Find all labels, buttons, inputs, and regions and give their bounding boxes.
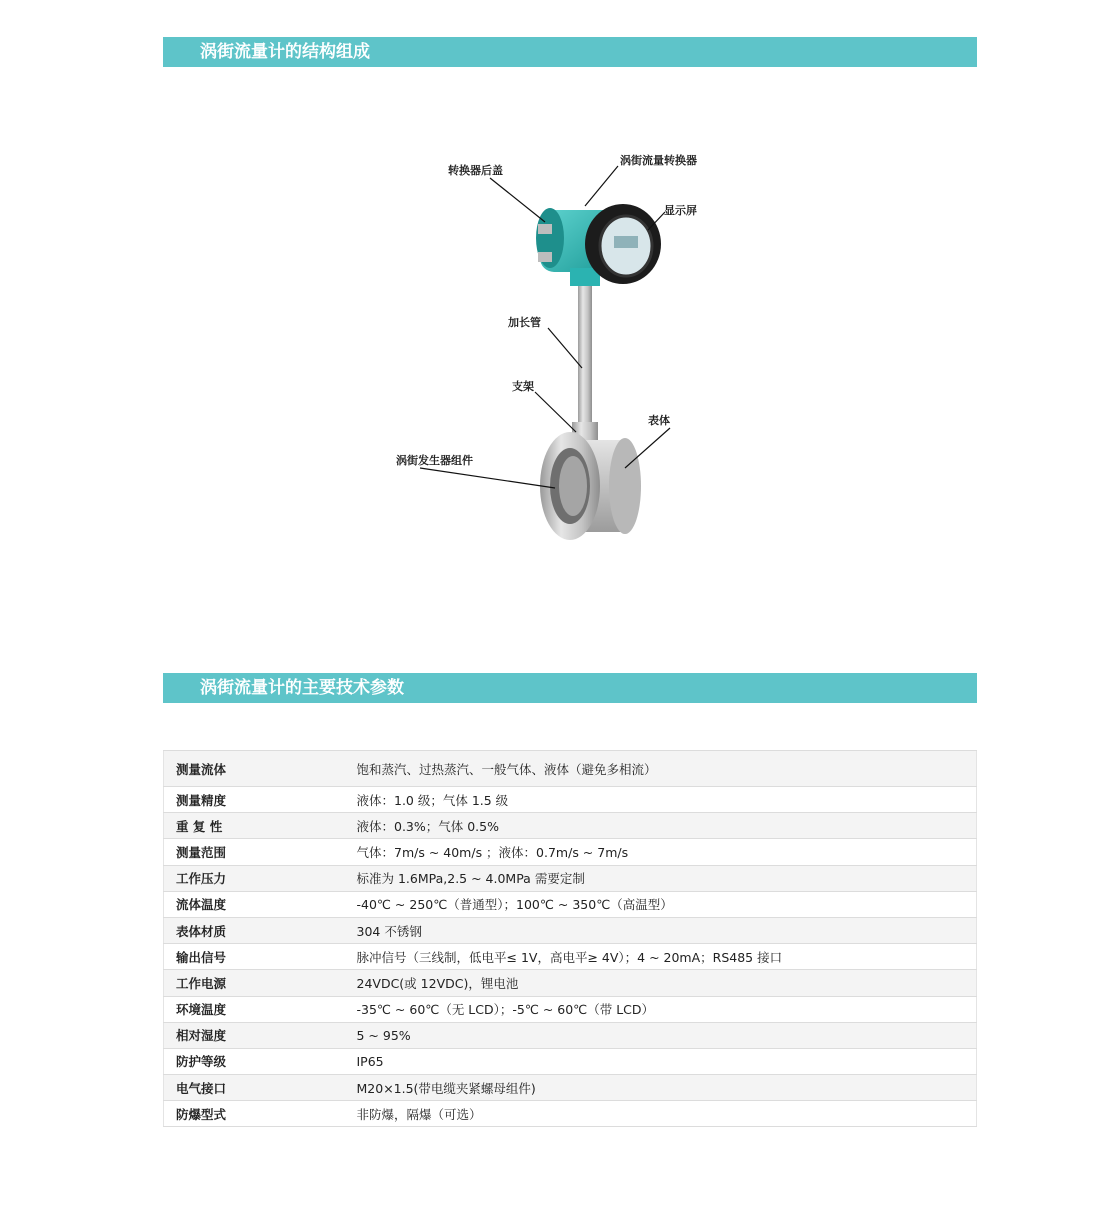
spec-label: 防爆型式 [164, 1101, 345, 1127]
spec-value: 标准为 1.6MPa,2.5 ~ 4.0MPa 需要定制 [345, 865, 977, 891]
label-display: 显示屏 [664, 204, 697, 217]
table-row [164, 1075, 977, 1101]
spec-label: 相对湿度 [164, 1022, 345, 1048]
spec-label: 环境温度 [164, 996, 345, 1022]
table-row [164, 1101, 977, 1127]
spec-label: 工作压力 [164, 865, 345, 891]
spec-value: 液体：1.0 级；气体 1.5 级 [345, 787, 977, 813]
table-row [164, 891, 977, 917]
spec-value: -40℃ ~ 250℃（普通型）；100℃ ~ 350℃（高温型） [345, 891, 977, 917]
spec-value: IP65 [345, 1048, 977, 1074]
table-row [164, 996, 977, 1022]
spec-value: 气体：7m/s ~ 40m/s ；液体：0.7m/s ~ 7m/s [345, 839, 977, 865]
spec-label: 输出信号 [164, 944, 345, 970]
spec-value: -35℃ ~ 60℃（无 LCD）；-5℃ ~ 60℃（带 LCD） [345, 996, 977, 1022]
table-row [164, 917, 977, 943]
flowmeter-diagram [380, 140, 740, 560]
converter-housing [536, 204, 661, 286]
table-row [164, 970, 977, 996]
spec-label: 重 复 性 [164, 813, 345, 839]
spec-label: 测量流体 [164, 751, 345, 787]
label-body: 表体 [648, 414, 670, 427]
spec-value: 24VDC(或 12VDC)，锂电池 [345, 970, 977, 996]
section-title-specs: 涡街流量计的主要技术参数 [163, 673, 977, 703]
spec-value: 5 ~ 95% [345, 1022, 977, 1048]
meter-body [540, 432, 641, 540]
label-bracket: 支架 [512, 380, 534, 393]
table-row [164, 813, 977, 839]
label-converter-cover: 转换器后盖 [448, 164, 503, 177]
label-extension-tube: 加长管 [508, 316, 541, 329]
label-converter: 涡街流量转换器 [620, 154, 697, 167]
spec-value: 非防爆，隔爆（可选） [345, 1101, 977, 1127]
table-row [164, 865, 977, 891]
table-row [164, 787, 977, 813]
spec-label: 测量范围 [164, 839, 345, 865]
table-row [164, 944, 977, 970]
spec-value: 脉冲信号（三线制，低电平≤ 1V，高电平≥ 4V）；4 ~ 20mA；RS485 接口 [345, 944, 977, 970]
table-row [164, 1022, 977, 1048]
table-row [164, 1048, 977, 1074]
spec-label: 流体温度 [164, 891, 345, 917]
spec-label: 电气接口 [164, 1075, 345, 1101]
spec-label: 工作电源 [164, 970, 345, 996]
spec-label: 表体材质 [164, 917, 345, 943]
label-vortex-generator: 涡街发生器组件 [396, 454, 473, 467]
spec-label: 防护等级 [164, 1048, 345, 1074]
table-row [164, 751, 977, 787]
section-title-structure: 涡街流量计的结构组成 [163, 37, 977, 67]
spec-value: M20×1.5(带电缆夹紧螺母组件) [345, 1075, 977, 1101]
spec-table [163, 750, 977, 1127]
spec-value: 液体：0.3%；气体 0.5% [345, 813, 977, 839]
table-row [164, 839, 977, 865]
spec-value: 饱和蒸汽、过热蒸汽、一般气体、液体（避免多相流） [345, 751, 977, 787]
spec-value: 304 不锈钢 [345, 917, 977, 943]
spec-label: 测量精度 [164, 787, 345, 813]
extension-tube [578, 286, 592, 426]
